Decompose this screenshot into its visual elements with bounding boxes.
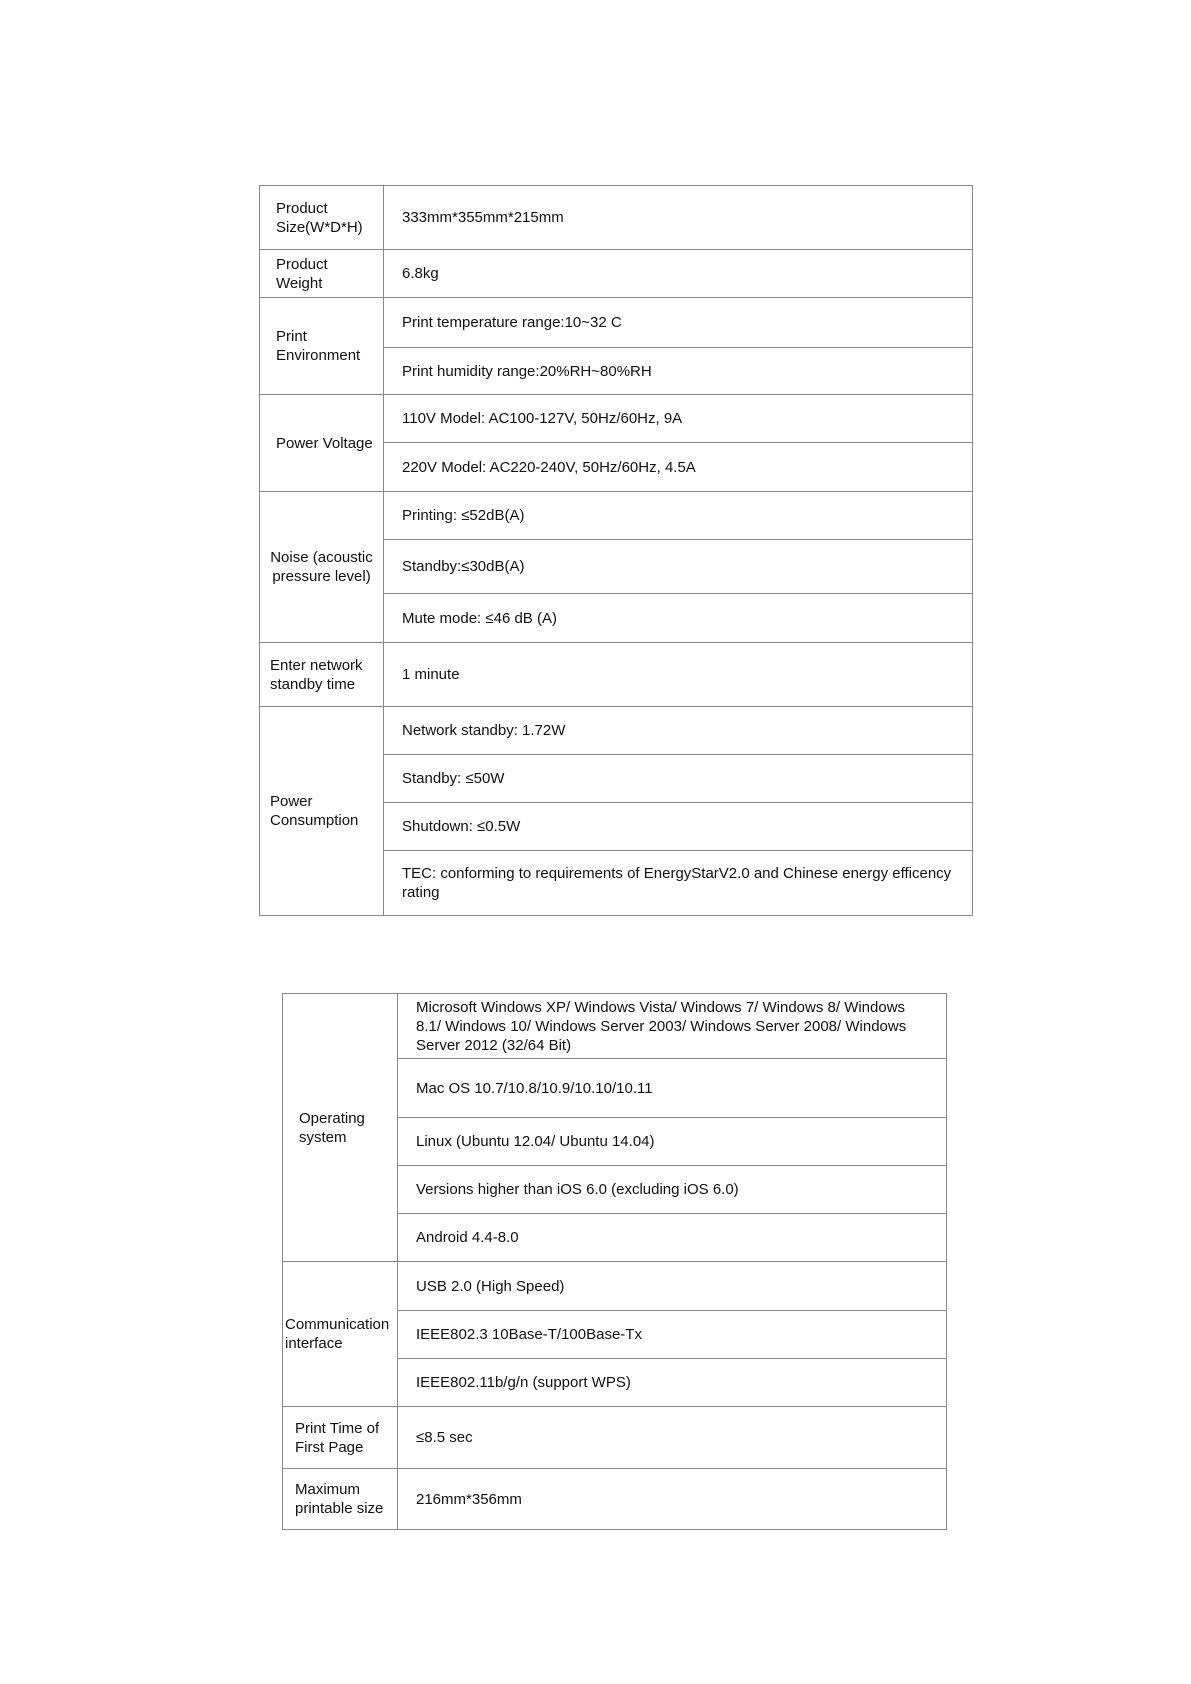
os-mac-value: Mac OS 10.7/10.8/10.9/10.10/10.11: [398, 1059, 947, 1118]
power-consumption-label: Power Consumption: [260, 707, 384, 916]
print-temperature-value: Print temperature range:10~32 C: [384, 298, 973, 348]
network-standby-time-value: 1 minute: [384, 643, 973, 707]
comm-usb-value: USB 2.0 (High Speed): [398, 1262, 947, 1311]
os-android-value: Android 4.4-8.0: [398, 1214, 947, 1262]
power-standby-value: Standby: ≤50W: [384, 755, 973, 803]
max-printable-size-value: 216mm*356mm: [398, 1469, 947, 1530]
power-tec-value: TEC: conforming to requirements of EnergyStarV2.0 and Chinese energy efficency rating: [384, 851, 973, 916]
noise-label: Noise (acoustic pressure level): [260, 492, 384, 643]
communication-interface-label: Communication interface: [283, 1262, 398, 1407]
network-standby-time-label: Enter network standby time: [260, 643, 384, 707]
noise-mute-value: Mute mode: ≤46 dB (A): [384, 594, 973, 643]
first-page-time-value: ≤8.5 sec: [398, 1407, 947, 1469]
max-printable-size-label: Maximum printable size: [283, 1469, 398, 1530]
os-windows-value: Microsoft Windows XP/ Windows Vista/ Windows 7/ Windows 8/ Windows 8.1/ Windows 10/ Windows Server 2003/ Windows Server 2008/ Windows Server 2012 (32/64 Bit): [398, 994, 947, 1059]
power-voltage-label: Power Voltage: [260, 395, 384, 492]
table-row: [260, 707, 973, 755]
noise-printing-value: Printing: ≤52dB(A): [384, 492, 973, 540]
power-shutdown-value: Shutdown: ≤0.5W: [384, 803, 973, 851]
table-row: [260, 395, 973, 443]
product-weight-value: 6.8kg: [384, 250, 973, 298]
comm-ethernet-value: IEEE802.3 10Base-T/100Base-Tx: [398, 1311, 947, 1359]
comm-wifi-value: IEEE802.11b/g/n (support WPS): [398, 1359, 947, 1407]
table-row: [283, 1262, 947, 1311]
table-row: [260, 492, 973, 540]
table-row: [283, 994, 947, 1059]
product-size-label: Product Size(W*D*H): [260, 186, 384, 250]
specifications-table-2: [282, 993, 947, 1530]
specifications-table-1: [259, 185, 973, 916]
voltage-220v-value: 220V Model: AC220-240V, 50Hz/60Hz, 4.5A: [384, 443, 973, 492]
table-row: [260, 643, 973, 707]
operating-system-label: Operating system: [283, 994, 398, 1262]
table-row: [260, 298, 973, 348]
product-size-value: 333mm*355mm*215mm: [384, 186, 973, 250]
print-humidity-value: Print humidity range:20%RH~80%RH: [384, 348, 973, 395]
product-weight-label: Product Weight: [260, 250, 384, 298]
os-ios-value: Versions higher than iOS 6.0 (excluding iOS 6.0): [398, 1166, 947, 1214]
voltage-110v-value: 110V Model: AC100-127V, 50Hz/60Hz, 9A: [384, 395, 973, 443]
os-linux-value: Linux (Ubuntu 12.04/ Ubuntu 14.04): [398, 1118, 947, 1166]
table-row: [260, 250, 973, 298]
table-row: [283, 1469, 947, 1530]
table-row: [283, 1407, 947, 1469]
noise-standby-value: Standby:≤30dB(A): [384, 540, 973, 594]
power-network-standby-value: Network standby: 1.72W: [384, 707, 973, 755]
table-row: [260, 186, 973, 250]
first-page-time-label: Print Time of First Page: [283, 1407, 398, 1469]
print-environment-label: Print Environment: [260, 298, 384, 395]
